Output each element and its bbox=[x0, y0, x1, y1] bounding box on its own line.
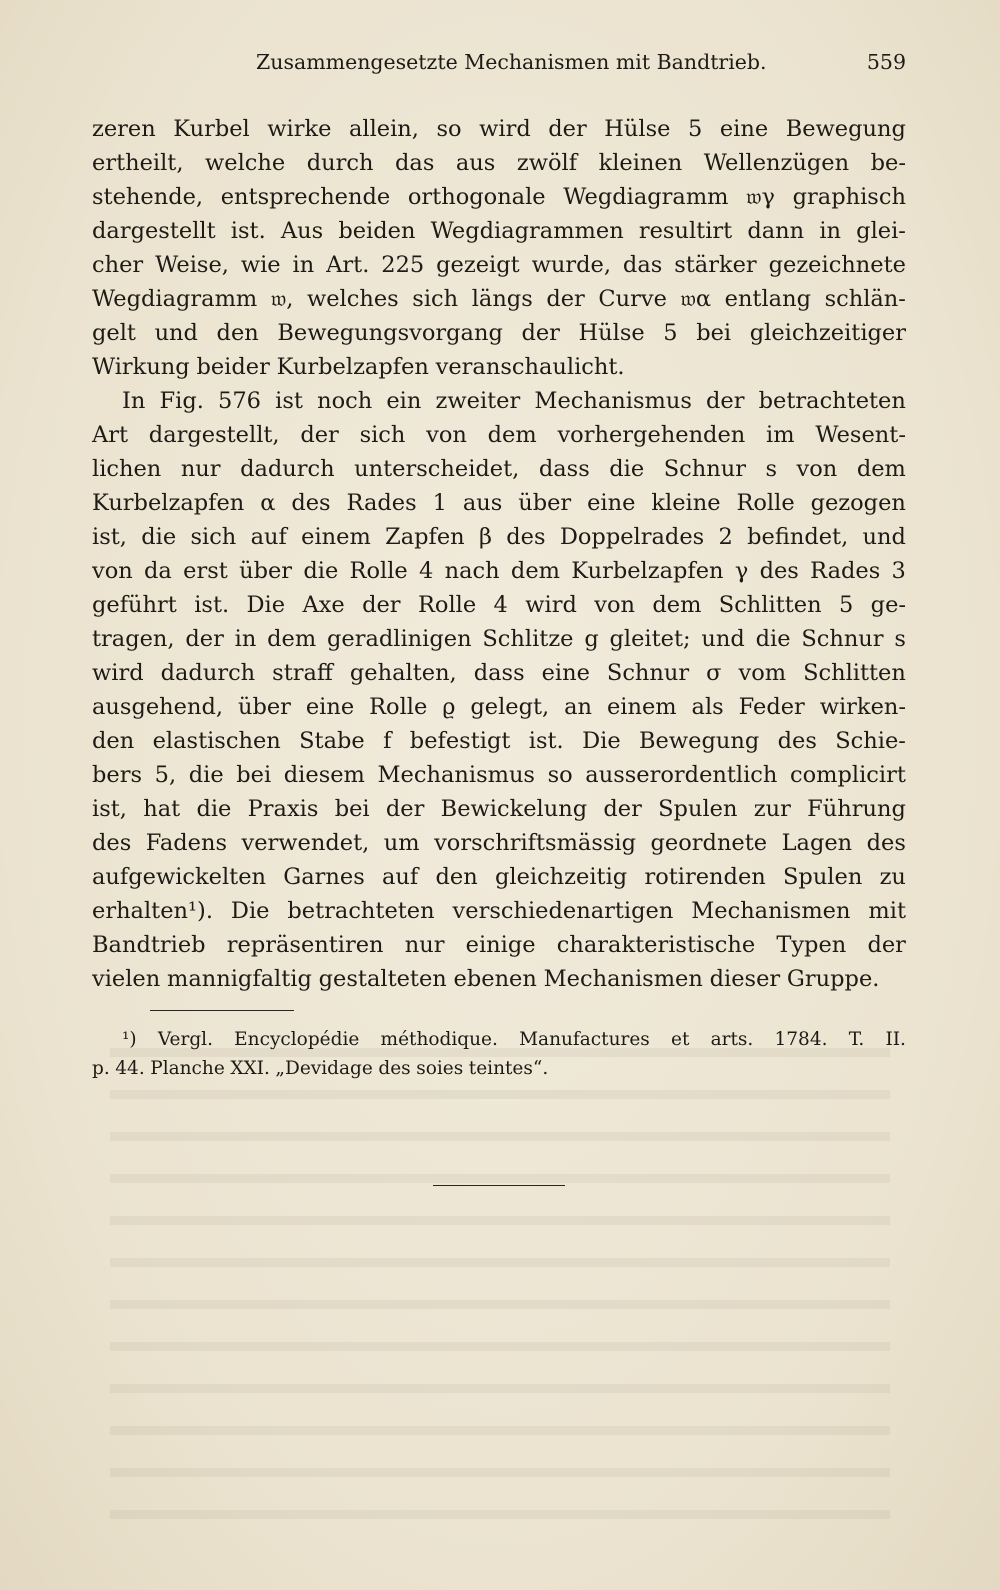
text-line: ist, hat die Praxis bei der Bewickelung der Spulen zur Führung bbox=[92, 796, 906, 822]
text-line: des Fadens verwendet, um vorschriftsmässig geordnete Lagen des bbox=[92, 830, 906, 856]
text-line: wird dadurch straff gehalten, dass eine Schnur σ vom Schlitten bbox=[92, 660, 906, 686]
text-line: stehende, entsprechende orthogonale Wegdiagramm 𝔴γ graphisch bbox=[92, 184, 906, 210]
text-line: von da erst über die Rolle 4 nach dem Kurbelzapfen γ des Rades 3 bbox=[92, 558, 906, 584]
text-line: den elastischen Stabe f befestigt ist. Die Bewegung des Schie- bbox=[92, 728, 906, 754]
text-line: Kurbelzapfen α des Rades 1 aus über eine kleine Rolle gezogen bbox=[92, 490, 906, 516]
text-line: geführt ist. Die Axe der Rolle 4 wird von dem Schlitten 5 ge- bbox=[92, 592, 906, 618]
body-text bbox=[92, 112, 906, 996]
show-through-bleed bbox=[110, 1015, 890, 1545]
text-line: Art dargestellt, der sich von dem vorhergehenden im Wesent- bbox=[92, 422, 906, 448]
footnote-line: ¹) Vergl. Encyclopédie méthodique. Manufactures et arts. 1784. T. II. bbox=[122, 1029, 906, 1050]
text-line: cher Weise, wie in Art. 225 gezeigt wurde, das stärker gezeichnete bbox=[92, 252, 906, 278]
text-line: ist, die sich auf einem Zapfen β des Doppelrades 2 befindet, und bbox=[92, 524, 906, 550]
running-title: Zusammengesetzte Mechanismen mit Bandtrieb. bbox=[256, 50, 767, 74]
text-line: zeren Kurbel wirke allein, so wird der Hülse 5 eine Bewegung bbox=[92, 116, 906, 142]
text-line: In Fig. 576 ist noch ein zweiter Mechanismus der betrachteten bbox=[122, 388, 906, 414]
footnotes bbox=[92, 1025, 906, 1083]
page-header bbox=[92, 50, 906, 84]
text-line: ausgehend, über eine Rolle ϱ gelegt, an einem als Feder wirken- bbox=[92, 694, 906, 720]
text-line: dargestellt ist. Aus beiden Wegdiagrammen resultirt dann in glei- bbox=[92, 218, 906, 244]
text-line: aufgewickelten Garnes auf den gleichzeitig rotirenden Spulen zu bbox=[92, 864, 906, 890]
footnote-line: p. 44. Planche XXI. „Devidage des soies teintes“. bbox=[92, 1058, 549, 1079]
text-line: vielen mannigfaltig gestalteten ebenen Mechanismen dieser Gruppe. bbox=[92, 966, 880, 992]
page-number: 559 bbox=[866, 50, 906, 74]
text-line: bers 5, die bei diesem Mechanismus so ausserordentlich complicirt bbox=[92, 762, 906, 788]
text-line: Wirkung beider Kurbelzapfen veranschaulicht. bbox=[92, 354, 625, 380]
text-line: lichen nur dadurch unterscheidet, dass die Schnur s von dem bbox=[92, 456, 906, 482]
text-line: ertheilt, welche durch das aus zwölf kleinen Wellenzügen be- bbox=[92, 150, 906, 176]
text-line: Wegdiagramm 𝔴, welches sich längs der Curve 𝔴α entlang schlän- bbox=[92, 286, 906, 312]
text-line: erhalten¹). Die betrachteten verschiedenartigen Mechanismen mit bbox=[92, 898, 906, 924]
text-line: Bandtrieb repräsentiren nur einige charakteristische Typen der bbox=[92, 932, 906, 958]
text-line: gelt und den Bewegungsvorgang der Hülse 5 bei gleichzeitiger bbox=[92, 320, 906, 346]
closing-rule bbox=[433, 1185, 565, 1186]
text-line: tragen, der in dem geradlinigen Schlitze g gleitet; und die Schnur s bbox=[92, 626, 906, 652]
footnote-rule bbox=[150, 1010, 294, 1011]
